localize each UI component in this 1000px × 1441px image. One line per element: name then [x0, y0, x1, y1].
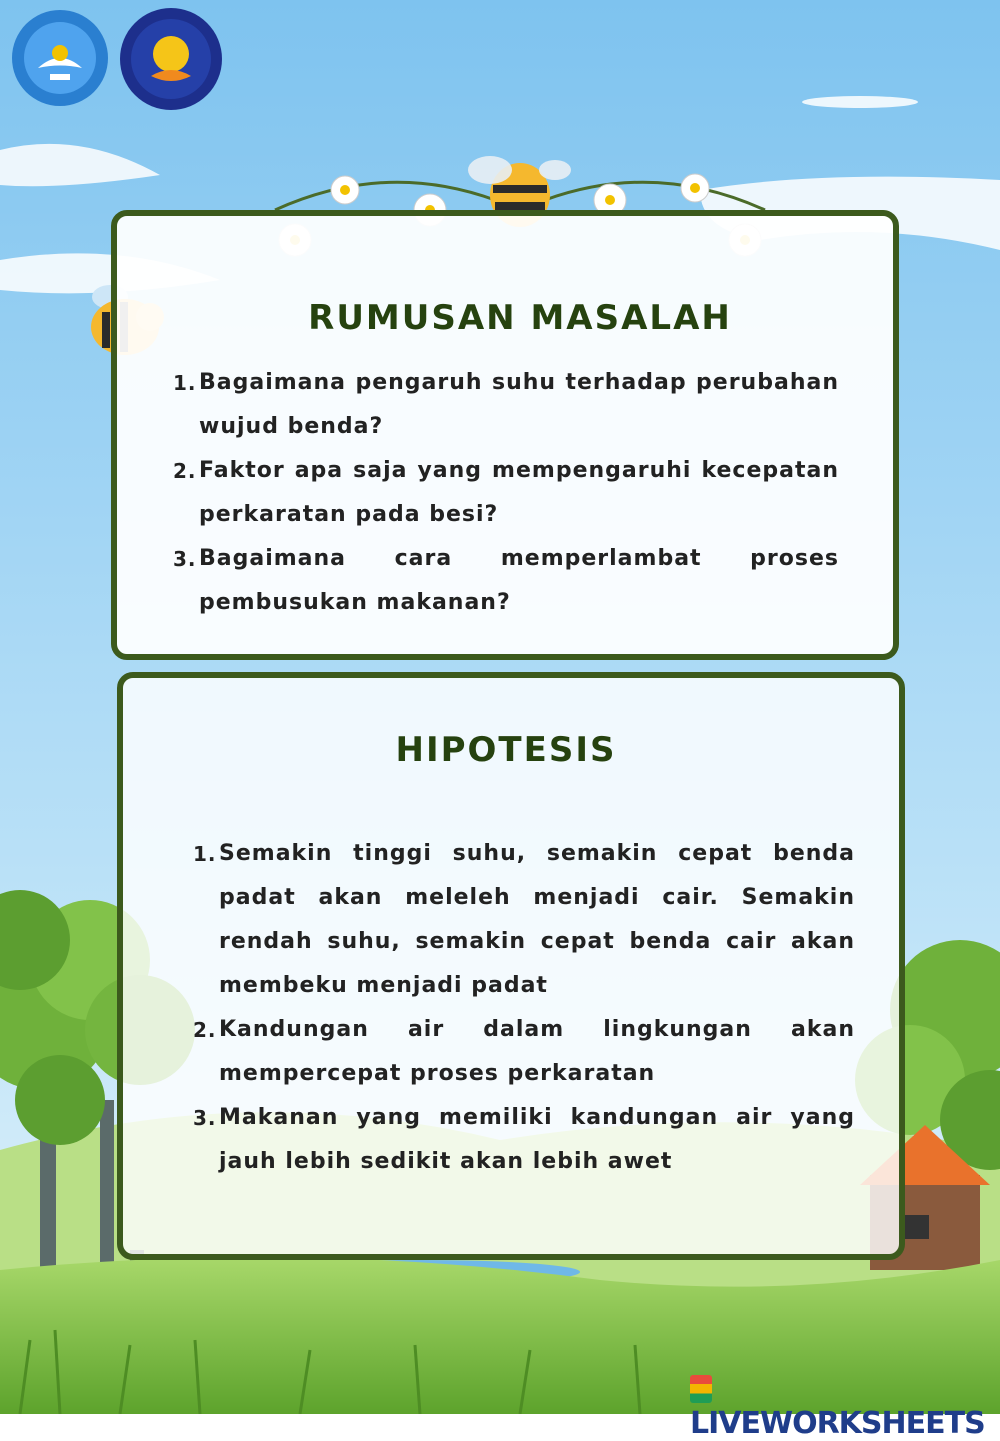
list-item-text: Faktor apa saja yang mempengaruhi kecepatan perkaratan pada besi?	[199, 458, 839, 527]
hipotesis-card	[117, 672, 905, 1260]
hipotesis-title: HIPOTESIS	[395, 730, 617, 770]
list-item	[193, 1096, 855, 1184]
list-item-text: Kandungan air dalam lingkungan akan mempercepat proses perkaratan	[219, 1017, 855, 1086]
list-item	[173, 449, 839, 537]
rumusan-masalah-card	[111, 210, 899, 660]
list-number: 2.	[173, 459, 197, 483]
rumusan-masalah-title: RUMUSAN MASALAH	[308, 298, 732, 338]
list-item	[193, 832, 855, 1008]
undiksha-logo-icon	[118, 6, 224, 112]
list-number: 3.	[173, 547, 197, 571]
rumusan-masalah-list	[173, 361, 839, 625]
list-number: 1.	[173, 371, 197, 395]
list-item	[193, 1008, 855, 1096]
list-number: 1.	[193, 842, 217, 866]
list-number: 3.	[193, 1106, 217, 1130]
list-item-text: Makanan yang memiliki kandungan air yang jauh lebih sedikit akan lebih awet	[219, 1105, 855, 1174]
hipotesis-list	[193, 832, 855, 1184]
tut-wuri-handayani-logo	[10, 8, 110, 108]
undiksha-logo	[118, 6, 224, 112]
list-item-text: Semakin tinggi suhu, semakin cepat benda padat akan meleleh menjadi cair. Semakin rendah suhu, semakin cepat benda cair akan membeku menjadi padat	[219, 841, 855, 998]
list-item-text: Bagaimana cara memperlambat proses pembusukan makanan?	[199, 546, 839, 615]
liveworksheets-logo-icon	[690, 1375, 712, 1403]
list-item	[173, 361, 839, 449]
liveworksheets-text: LIVEWORKSHEETS	[690, 1406, 985, 1441]
list-number: 2.	[193, 1018, 217, 1042]
liveworksheets-watermark[interactable]	[690, 1370, 990, 1441]
list-item-text: Bagaimana pengaruh suhu terhadap perubahan wujud benda?	[199, 370, 839, 439]
list-item	[173, 537, 839, 625]
tut-wuri-logo-icon	[10, 8, 110, 108]
